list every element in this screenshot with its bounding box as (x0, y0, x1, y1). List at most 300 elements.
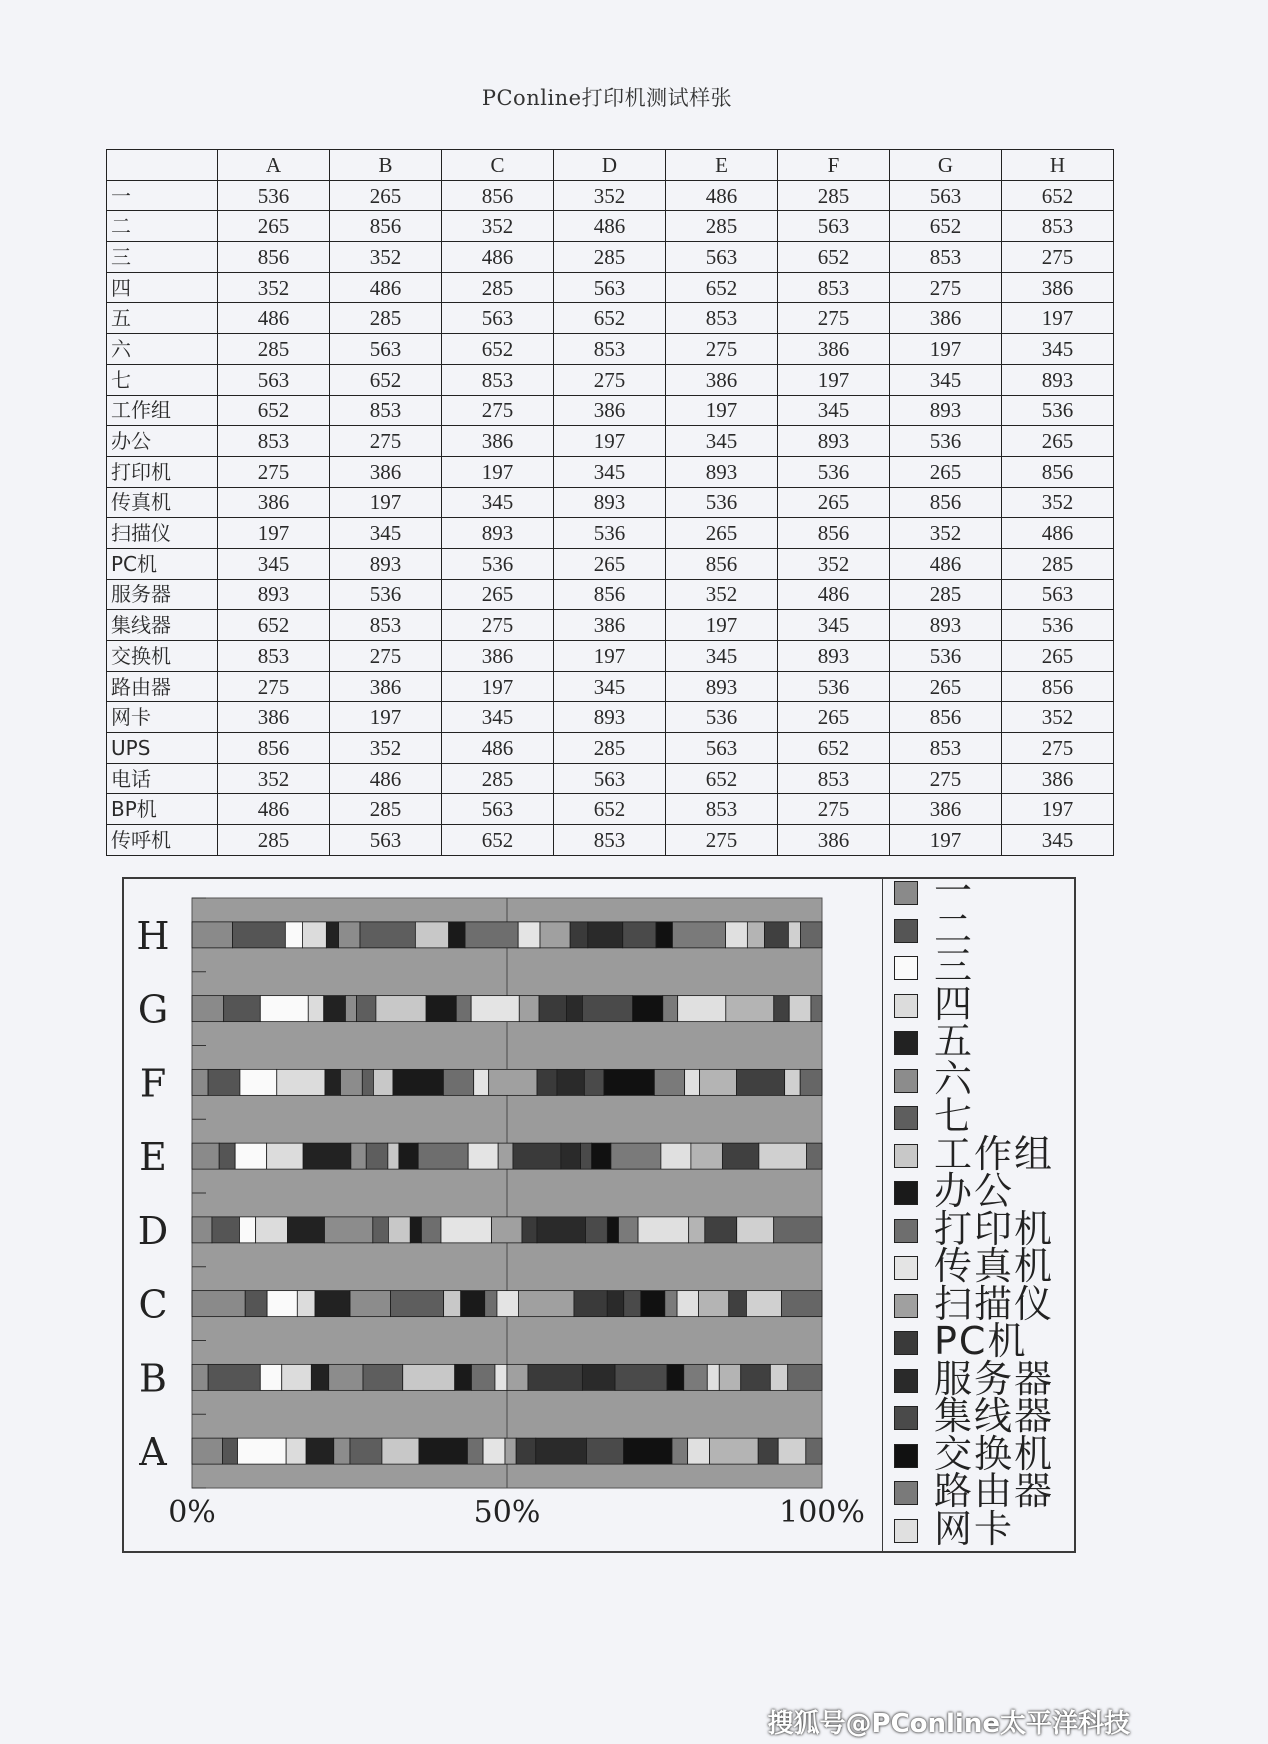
row-label: 传真机 (107, 487, 218, 518)
bar-segment (208, 1069, 240, 1095)
table-cell: 893 (554, 487, 666, 518)
table-cell: 893 (666, 671, 778, 702)
column-header: H (1002, 150, 1114, 181)
table-cell: 563 (554, 763, 666, 794)
bar-segment (678, 996, 726, 1022)
table-cell: 285 (666, 211, 778, 242)
table-cell: 853 (218, 641, 330, 672)
table-cell: 275 (1002, 242, 1114, 273)
table-cell: 853 (554, 334, 666, 365)
table-cell: 265 (890, 456, 1002, 487)
row-label: 六 (107, 334, 218, 365)
legend-border (882, 877, 883, 1553)
table-cell: 352 (442, 211, 554, 242)
row-label: 一 (107, 180, 218, 211)
table-cell: 275 (442, 395, 554, 426)
table-cell: 265 (890, 671, 1002, 702)
table-cell: 386 (218, 702, 330, 733)
bar-segment (391, 1291, 444, 1317)
bar-segment (455, 1364, 472, 1390)
table-cell: 486 (330, 763, 442, 794)
table-cell: 536 (778, 671, 890, 702)
bar-segment (240, 1069, 277, 1095)
bar-segment (418, 1143, 468, 1169)
bar-segment (351, 1143, 366, 1169)
table-cell: 563 (218, 364, 330, 395)
table-cell: 893 (330, 548, 442, 579)
bar-segment (192, 1438, 222, 1464)
table-cell: 486 (218, 303, 330, 334)
bar-segment (684, 1364, 708, 1390)
legend-label: 传真机 (934, 1244, 1055, 1288)
bar-segment (415, 922, 448, 948)
legend-swatch (894, 919, 918, 943)
table-cell: 275 (218, 671, 330, 702)
bar-segment (581, 1143, 592, 1169)
table-cell: 893 (666, 456, 778, 487)
bar-segment (315, 1291, 350, 1317)
category-label: G (137, 987, 169, 1032)
bar-segment (373, 1217, 389, 1243)
bar-segment (495, 1364, 507, 1390)
legend-swatch (894, 1031, 918, 1055)
category-label: D (137, 1208, 169, 1253)
row-label: 交换机 (107, 641, 218, 672)
table-cell: 345 (442, 487, 554, 518)
bar-segment (303, 1143, 351, 1169)
table-cell: 536 (890, 641, 1002, 672)
table-cell: 856 (218, 242, 330, 273)
bar-segment (325, 1069, 341, 1095)
legend-swatch (894, 1069, 918, 1093)
row-label: 路由器 (107, 671, 218, 702)
legend-swatch (894, 1144, 918, 1168)
table-cell: 536 (442, 548, 554, 579)
table-cell: 197 (442, 671, 554, 702)
bar-segment (232, 922, 285, 948)
table-cell: 893 (554, 702, 666, 733)
table-cell: 345 (554, 671, 666, 702)
legend-label: 服务器 (934, 1356, 1055, 1401)
legend-swatch (894, 1294, 918, 1318)
column-header: E (666, 150, 778, 181)
bar-segment (584, 1069, 603, 1095)
table-cell: 275 (330, 641, 442, 672)
bar-segment (256, 1217, 288, 1243)
table-cell: 197 (1002, 794, 1114, 825)
bar-segment (302, 922, 326, 948)
bar-segment (519, 996, 539, 1022)
bar-segment (267, 1291, 297, 1317)
bar-segment (615, 1364, 667, 1390)
table-cell: 275 (778, 794, 890, 825)
bar-segment (399, 1143, 418, 1169)
table-cell: 853 (778, 763, 890, 794)
table-cell: 893 (218, 579, 330, 610)
bar-segment (360, 922, 415, 948)
table-cell: 856 (778, 518, 890, 549)
bar-segment (619, 1217, 639, 1243)
table-cell: 265 (218, 211, 330, 242)
table-cell: 197 (554, 641, 666, 672)
column-header: G (890, 150, 1002, 181)
table-cell: 352 (778, 548, 890, 579)
bar-segment (297, 1291, 315, 1317)
bar-segment (788, 1364, 822, 1390)
bar-segment (192, 1143, 219, 1169)
legend-label: 六 (934, 1056, 975, 1101)
table-cell: 536 (330, 579, 442, 610)
table-cell: 285 (554, 242, 666, 273)
table-cell: 386 (330, 671, 442, 702)
table-cell: 386 (666, 364, 778, 395)
bar-segment (311, 1364, 328, 1390)
table-cell: 652 (778, 733, 890, 764)
bar-segment (656, 922, 672, 948)
bar-segment (393, 1069, 443, 1095)
legend-label: PC机 (934, 1319, 1028, 1363)
table-cell: 345 (330, 518, 442, 549)
table-cell: 853 (1002, 211, 1114, 242)
bar-segment (623, 922, 656, 948)
bar-segment (774, 996, 789, 1022)
bar-segment (788, 922, 800, 948)
table-cell: 345 (778, 610, 890, 641)
column-header: A (218, 150, 330, 181)
bar-segment (737, 1217, 774, 1243)
legend-swatch (894, 1481, 918, 1505)
bar-segment (537, 1217, 586, 1243)
table-cell: 285 (330, 794, 442, 825)
table-cell: 285 (1002, 548, 1114, 579)
column-header: D (554, 150, 666, 181)
table-cell: 345 (218, 548, 330, 579)
bar-segment (566, 996, 582, 1022)
bar-segment (308, 996, 323, 1022)
table-cell: 853 (330, 395, 442, 426)
bar-segment (286, 1438, 306, 1464)
bar-segment (324, 996, 346, 1022)
bar-segment (366, 1143, 388, 1169)
table-cell: 652 (1002, 180, 1114, 211)
table-cell: 197 (778, 364, 890, 395)
legend-label: 路由器 (934, 1469, 1055, 1513)
table-cell: 285 (330, 303, 442, 334)
column-header: B (330, 150, 442, 181)
bar-segment (326, 922, 338, 948)
table-cell: 486 (218, 794, 330, 825)
legend-swatch (894, 1519, 918, 1543)
table-cell: 265 (1002, 426, 1114, 457)
table-cell: 345 (890, 364, 1002, 395)
table-cell: 486 (666, 180, 778, 211)
table-cell: 197 (890, 334, 1002, 365)
bar-segment (557, 1069, 584, 1095)
bar-segment (235, 1143, 267, 1169)
table-cell: 285 (554, 733, 666, 764)
bar-segment (461, 1291, 485, 1317)
bar-segment (277, 1069, 325, 1095)
legend-label: 交换机 (934, 1431, 1055, 1476)
table-cell: 856 (1002, 671, 1114, 702)
table-cell: 563 (442, 303, 554, 334)
bar-segment (719, 1364, 740, 1390)
bar-segment (587, 1438, 624, 1464)
bar-segment (582, 1364, 615, 1390)
category-label: E (139, 1135, 167, 1180)
bar-segment (471, 996, 519, 1022)
bar-segment (770, 1364, 787, 1390)
bar-segment (350, 1291, 391, 1317)
category-label: H (136, 913, 170, 958)
bar-segment (691, 1143, 723, 1169)
table-cell: 652 (778, 242, 890, 273)
table-cell: 197 (442, 456, 554, 487)
bar-segment (540, 922, 570, 948)
table-cell: 563 (666, 733, 778, 764)
row-label: 办公 (107, 426, 218, 457)
table-cell: 265 (442, 579, 554, 610)
row-label: UPS (107, 733, 218, 764)
legend-label: 三 (934, 944, 975, 988)
bar-segment (426, 996, 456, 1022)
table-cell: 275 (778, 303, 890, 334)
bar-segment (192, 922, 232, 948)
table-cell: 856 (442, 180, 554, 211)
bar-segment (376, 996, 426, 1022)
category-label: F (139, 1061, 167, 1106)
table-cell: 275 (442, 610, 554, 641)
bar-segment (522, 1217, 537, 1243)
table-cell: 275 (218, 456, 330, 487)
table-cell: 265 (554, 548, 666, 579)
table-cell: 563 (554, 272, 666, 303)
table-cell: 652 (666, 763, 778, 794)
legend-swatch (894, 1181, 918, 1205)
bar-segment (339, 922, 360, 948)
bar-segment (607, 1291, 623, 1317)
bar-segment (498, 1143, 513, 1169)
table-cell: 652 (330, 364, 442, 395)
table-cell: 652 (666, 272, 778, 303)
row-label: 三 (107, 242, 218, 273)
bar-segment (624, 1438, 672, 1464)
bar-segment (585, 1217, 607, 1243)
bar-segment (570, 922, 588, 948)
legend-label: 工作组 (934, 1131, 1055, 1176)
bar-segment (789, 996, 811, 1022)
bar-segment (729, 1291, 747, 1317)
bar-segment (741, 1364, 771, 1390)
bar-segment (403, 1364, 455, 1390)
table-cell: 856 (890, 487, 1002, 518)
page-title: PConline打印机测试样张 (481, 86, 733, 110)
table-cell: 386 (1002, 272, 1114, 303)
table-cell: 536 (1002, 610, 1114, 641)
table-cell: 197 (330, 487, 442, 518)
table-cell: 386 (330, 456, 442, 487)
bar-segment (388, 1217, 410, 1243)
bar-segment (811, 996, 822, 1022)
bar-segment (513, 1143, 561, 1169)
table-cell: 853 (890, 733, 1002, 764)
bar-segment (759, 1143, 807, 1169)
table-cell: 893 (778, 426, 890, 457)
table-cell: 197 (666, 610, 778, 641)
table-cell: 652 (218, 610, 330, 641)
table-cell: 386 (554, 610, 666, 641)
table-cell: 285 (218, 334, 330, 365)
table-cell: 352 (1002, 487, 1114, 518)
table-cell: 563 (1002, 579, 1114, 610)
table-cell: 536 (554, 518, 666, 549)
bar-segment (485, 1291, 497, 1317)
table-cell: 197 (1002, 303, 1114, 334)
legend-swatch (894, 1331, 918, 1355)
row-label: BP机 (107, 794, 218, 825)
column-header: F (778, 150, 890, 181)
x-tick-label: 50% (473, 1495, 541, 1530)
table-cell: 652 (554, 303, 666, 334)
bar-segment (282, 1364, 312, 1390)
bar-segment (588, 922, 623, 948)
table-cell: 345 (778, 395, 890, 426)
bar-segment (689, 1217, 705, 1243)
legend-label: 五 (934, 1019, 975, 1063)
legend-label: 办公 (934, 1169, 1015, 1213)
bar-segment (467, 1438, 483, 1464)
table-cell: 856 (554, 579, 666, 610)
bar-segment (441, 1217, 492, 1243)
legend-label: 打印机 (934, 1206, 1055, 1251)
table-cell: 197 (218, 518, 330, 549)
bar-segment (192, 1364, 208, 1390)
legend-swatch (894, 1369, 918, 1393)
legend-label: 一 (934, 877, 975, 913)
table-cell: 652 (218, 395, 330, 426)
bar-segment (362, 1069, 373, 1095)
bar-segment (672, 1438, 688, 1464)
bar-segment (638, 1217, 689, 1243)
row-label: 集线器 (107, 610, 218, 641)
bar-segment (722, 1143, 758, 1169)
bar-segment (245, 1291, 267, 1317)
table-cell: 386 (890, 794, 1002, 825)
table-cell: 536 (666, 487, 778, 518)
bar-segment (604, 1069, 654, 1095)
row-label: 二 (107, 211, 218, 242)
table-cell: 197 (666, 395, 778, 426)
legend-label: 扫描仪 (934, 1281, 1055, 1326)
bar-segment (357, 996, 376, 1022)
bar-segment (468, 1143, 498, 1169)
bar-segment (663, 996, 678, 1022)
bar-segment (260, 1364, 281, 1390)
table-cell: 486 (554, 211, 666, 242)
table-cell: 345 (554, 456, 666, 487)
bar-segment (505, 1438, 516, 1464)
table-cell: 275 (666, 825, 778, 856)
table-cell: 652 (554, 794, 666, 825)
bar-segment (192, 1069, 208, 1095)
bar-segment (516, 1438, 536, 1464)
row-label: 七 (107, 364, 218, 395)
table-cell: 856 (218, 733, 330, 764)
table-cell: 265 (330, 180, 442, 211)
bar-segment (528, 1364, 582, 1390)
bar-segment (192, 1217, 212, 1243)
table-cell: 486 (330, 272, 442, 303)
table-cell: 386 (442, 641, 554, 672)
bar-segment (507, 1364, 528, 1390)
table-cell: 536 (778, 456, 890, 487)
table-cell: 853 (778, 272, 890, 303)
table-cell: 265 (1002, 641, 1114, 672)
bar-segment (267, 1143, 303, 1169)
bar-segment (677, 1291, 698, 1317)
legend-swatch (894, 956, 918, 980)
bar-segment (672, 922, 725, 948)
x-tick-label: 0% (168, 1495, 216, 1530)
row-label: 打印机 (107, 456, 218, 487)
bar-segment (633, 996, 663, 1022)
bar-segment (444, 1291, 461, 1317)
bar-segment (654, 1069, 684, 1095)
bar-segment (685, 1069, 700, 1095)
bar-segment (774, 1217, 822, 1243)
table-cell: 285 (442, 763, 554, 794)
row-label: 网卡 (107, 702, 218, 733)
legend-label: 网卡 (934, 1506, 1015, 1551)
bar-segment (382, 1438, 419, 1464)
row-label: 四 (107, 272, 218, 303)
bar-segment (518, 922, 540, 948)
table-cell: 345 (442, 702, 554, 733)
table-cell: 486 (442, 733, 554, 764)
table-cell: 856 (330, 211, 442, 242)
bar-segment (212, 1217, 240, 1243)
table-cell: 893 (778, 641, 890, 672)
bar-segment (410, 1217, 421, 1243)
bar-segment (224, 996, 261, 1022)
bar-segment (747, 922, 764, 948)
legend-label: 七 (934, 1094, 975, 1138)
x-tick-label: 100% (779, 1495, 865, 1530)
category-label: C (138, 1282, 168, 1327)
bar-segment (345, 996, 356, 1022)
table-cell: 352 (330, 242, 442, 273)
table-cell: 853 (554, 825, 666, 856)
bar-segment (219, 1143, 235, 1169)
bar-segment (801, 922, 822, 948)
bar-segment (492, 1217, 522, 1243)
table-cell: 856 (1002, 456, 1114, 487)
bar-segment (641, 1291, 665, 1317)
table-cell: 285 (890, 579, 1002, 610)
table-cell: 386 (778, 334, 890, 365)
category-label: A (139, 1430, 167, 1475)
bar-segment (483, 1438, 505, 1464)
table-cell: 275 (554, 364, 666, 395)
bar-segment (285, 922, 302, 948)
legend-swatch (894, 1256, 918, 1280)
table-cell: 265 (666, 518, 778, 549)
legend-swatch (894, 1444, 918, 1468)
table-cell: 345 (1002, 334, 1114, 365)
bar-segment (306, 1438, 334, 1464)
bar-segment (667, 1364, 684, 1390)
category-label: B (139, 1356, 167, 1401)
